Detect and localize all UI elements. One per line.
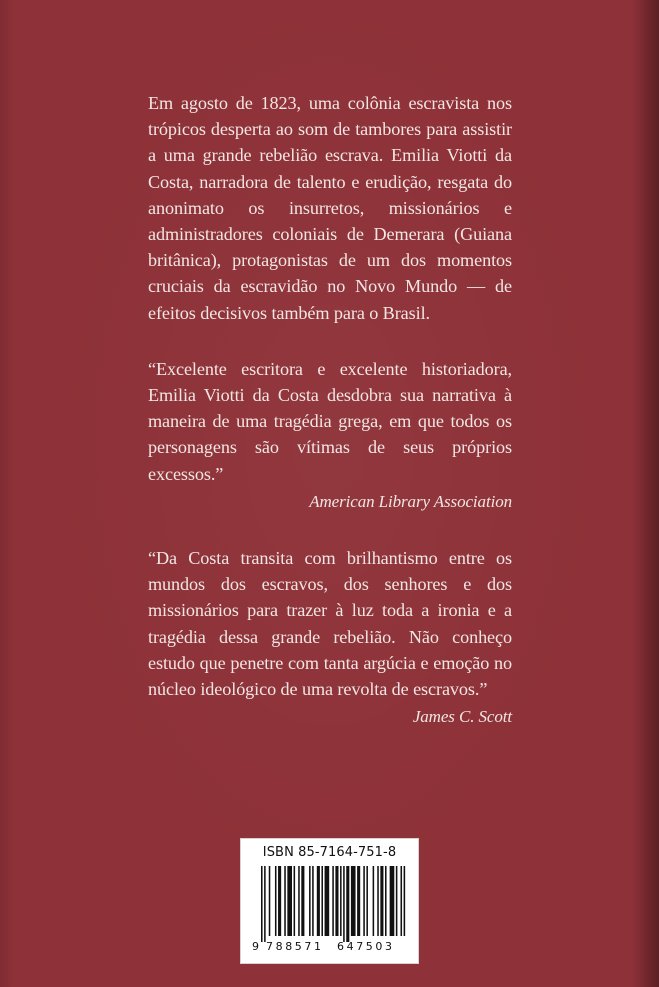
barcode-bar	[373, 866, 375, 936]
barcode-bar	[325, 866, 330, 936]
quote-ala-attribution: American Library Association	[309, 491, 512, 511]
barcode-bar	[385, 866, 387, 936]
barcode-bar	[380, 866, 383, 936]
barcode-bar	[312, 866, 314, 936]
barcode-digits-right: 647503	[337, 940, 395, 953]
barcode-bar	[377, 866, 379, 936]
barcode-bar	[366, 866, 368, 936]
barcode-bar	[404, 866, 406, 936]
barcode-digits-left: 788571	[266, 940, 324, 953]
paragraph-gap	[148, 326, 512, 356]
barcode-bar	[321, 866, 323, 936]
quote-scott: “Da Costa transita com brilhantismo entre os mundos dos escravos, dos senhores e dos missionários para trazer à luz toda a ironia e a tragédia dessa grande rebelião. Não conheço estudo que penetre com tanta argúcia e emoção no núcleo ideológico de uma revolta de escravos.”	[148, 548, 512, 700]
blurb-text-block	[148, 90, 512, 730]
barcode-bar	[390, 866, 395, 936]
barcode-bar	[332, 866, 334, 936]
barcode-panel	[240, 838, 419, 964]
quote-scott-attribution: James C. Scott	[412, 707, 512, 727]
barcode-bar	[284, 866, 286, 936]
barcode-bar	[335, 866, 338, 936]
barcode-bar	[287, 866, 292, 936]
paragraph-gap	[148, 515, 512, 545]
barcode-bar	[264, 866, 266, 942]
barcode-bar	[346, 866, 349, 942]
barcode-bar	[301, 866, 304, 936]
barcode-bar	[357, 866, 360, 936]
barcode-bars	[261, 866, 405, 942]
barcode-bar	[351, 866, 356, 936]
barcode-bar	[275, 866, 277, 936]
barcode-digit-prefix: 9	[252, 940, 259, 953]
barcode-bar	[396, 866, 398, 936]
quote-ala: “Excelente escritora e excelente historiadora, Emilia Viotti da Costa desdobra sua narrativa à maneira de uma tragédia grega, em que todos os personagens são vítimas de seus próprios excessos.”	[148, 358, 512, 484]
barcode-bar	[298, 866, 300, 936]
barcode-bar	[343, 866, 345, 942]
barcode-bar	[401, 866, 403, 936]
isbn-label: ISBN 85-7164-751-8	[262, 845, 397, 860]
spine-shadow	[633, 0, 659, 987]
barcode-bar	[363, 866, 365, 936]
barcode-bar	[269, 866, 271, 936]
barcode-bar	[278, 866, 281, 936]
barcode-bar	[340, 866, 342, 936]
barcode-bar	[294, 866, 296, 936]
barcode-graphic	[249, 864, 411, 954]
barcode-bar	[309, 866, 311, 936]
summary-paragraph: Em agosto de 1823, uma colônia escravista nos trópicos desperta ao som de tambores para assistir a uma grande rebelião escrava. Emilia Viotti da Costa, narradora de talento e erudição, resgata do anonimato os insurretos, missionários e administradores coloniais de Demerara (Guiana britânica), protagonistas de um dos momentos cruciais da escravidão no Novo Mundo — de efeitos decisivos também para o Brasil.	[148, 93, 512, 323]
barcode-bar	[261, 866, 263, 942]
barcode-bar	[317, 866, 320, 936]
